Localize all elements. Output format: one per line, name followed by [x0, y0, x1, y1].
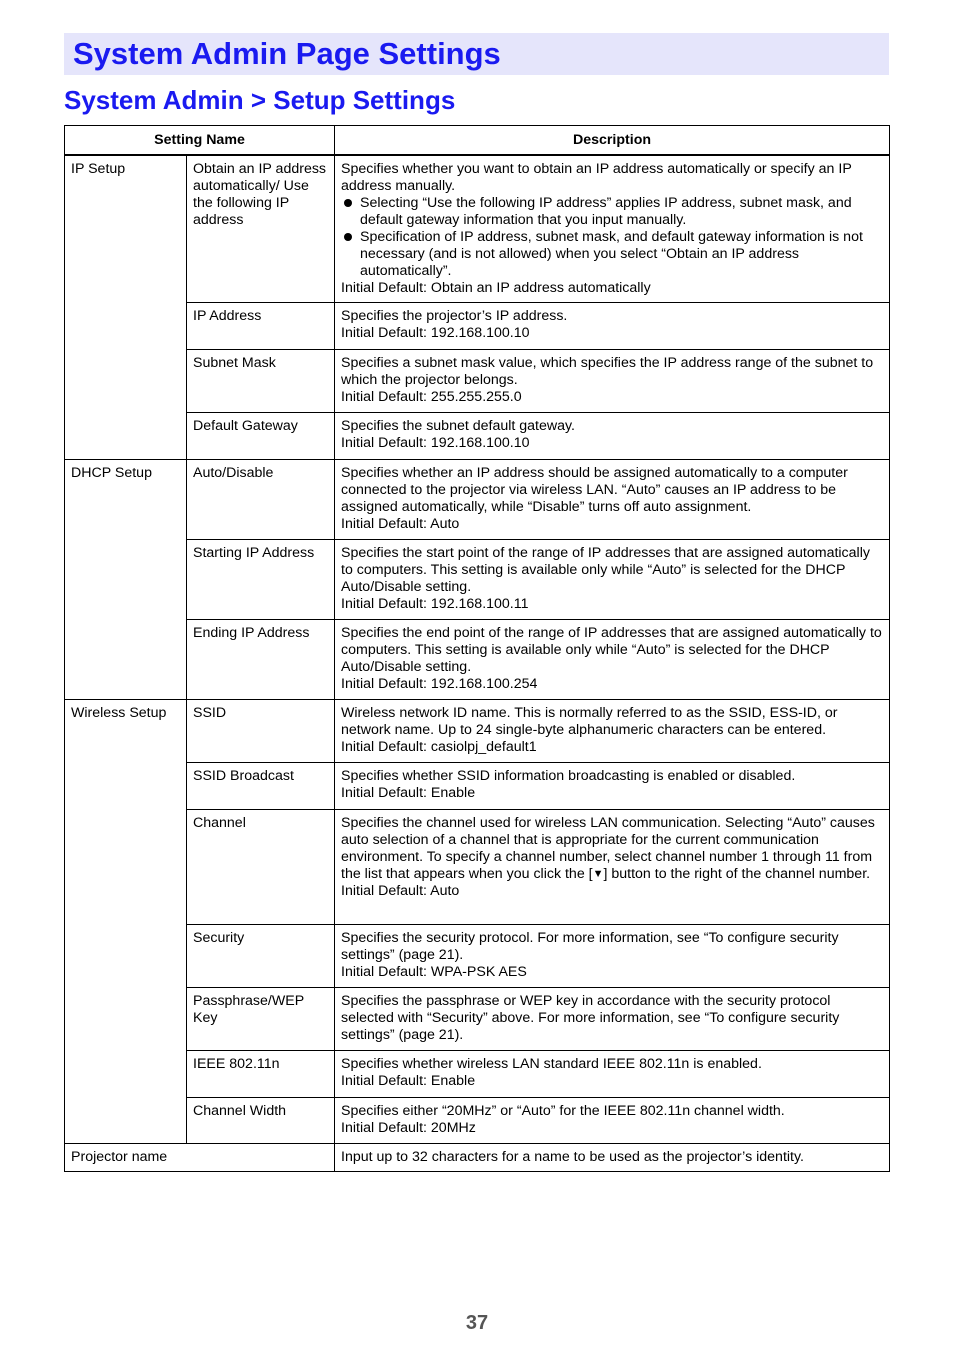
description-text: Specifies the security protocol. For more information, see “To configure security settings” (page 21). [341, 930, 839, 963]
table-row [65, 155, 890, 303]
group-wireless-setup: Wireless Setup [65, 700, 187, 1144]
setting-description [335, 763, 890, 810]
description-text: Specifies either “20MHz” or “Auto” for the IEEE 802.11n channel width. [341, 1103, 785, 1119]
initial-default: Initial Default: 192.168.100.10 [341, 325, 530, 341]
description-text: Specifies whether wireless LAN standard IEEE 802.11n is enabled. [341, 1056, 762, 1072]
initial-default: Initial Default: 192.168.100.10 [341, 435, 530, 451]
setting-name: Channel [187, 810, 335, 925]
table-row [65, 1051, 890, 1098]
header-setting-name: Setting Name [65, 126, 335, 156]
description-text: Wireless network ID name. This is normally referred to as the SSID, ESS-ID, or network name. Up to 24 single-byte alphanumeric characters can be entered. [341, 705, 838, 738]
table-row [65, 540, 890, 620]
page-number: 37 [465, 1312, 489, 1334]
initial-default: Initial Default: 192.168.100.254 [341, 676, 538, 692]
description-text: Specifies whether you want to obtain an IP address automatically or specify an IP address manually. [341, 161, 852, 194]
initial-default: Initial Default: Auto [341, 883, 460, 899]
description-text-part: ] button to the right of the channel number. [603, 866, 871, 882]
setting-name: Ending IP Address [187, 620, 335, 700]
initial-default: Initial Default: Enable [341, 785, 476, 801]
setting-description [335, 620, 890, 700]
setting-description [335, 700, 890, 763]
setting-description [335, 988, 890, 1051]
description-text: Specifies whether an IP address should be assigned automatically to a computer connected to the projector via wireless LAN. “Auto” causes an IP address to be assigned automatically, while “Disable” turns off auto assignment. [341, 465, 848, 515]
initial-default: Initial Default: Auto [341, 516, 460, 532]
setting-name: SSID Broadcast [187, 763, 335, 810]
initial-default: Initial Default: 192.168.100.11 [341, 596, 529, 612]
group-dhcp-setup: DHCP Setup [65, 460, 187, 700]
table-row [65, 413, 890, 460]
group-ip-setup: IP Setup [65, 155, 187, 460]
description-text: Specifies the passphrase or WEP key in accordance with the security protocol selected with “Security” above. For more information, see “To configure security settings” (page 21). [341, 993, 840, 1043]
setting-description [335, 810, 890, 925]
table-row [65, 700, 890, 763]
description-text: Specifies whether SSID information broadcasting is enabled or disabled. [341, 768, 796, 784]
setting-description [335, 460, 890, 540]
settings-table [64, 125, 890, 1172]
table-row [65, 810, 890, 925]
description-text-part: Specifies the channel used for wireless LAN communication. Selecting “Auto” causes auto selection of a channel that is appropriate for the current communication environment. To specify a channel number, select channel number 1 through 11 from the list that appears when you click the [ [341, 815, 875, 882]
setting-name: Projector name [65, 1144, 335, 1172]
description-text: Specifies the projector’s IP address. [341, 308, 568, 324]
setting-description [335, 1098, 890, 1144]
table-header-row [65, 126, 890, 156]
page-title: System Admin Page Settings [73, 36, 501, 71]
initial-default: Initial Default: 255.255.255.0 [341, 389, 522, 405]
setting-name: Auto/Disable [187, 460, 335, 540]
table-row [65, 763, 890, 810]
setting-description [335, 540, 890, 620]
description-text: Specifies the end point of the range of IP addresses that are assigned automatically to computers. This setting is available only while “Auto” is selected for the DHCP Auto/Disable setting. [341, 625, 882, 675]
setting-name: IP Address [187, 303, 335, 350]
initial-default: Initial Default: WPA-PSK AES [341, 964, 527, 980]
description-text: Specifies the subnet default gateway. [341, 418, 575, 434]
setting-name: Obtain an IP address automatically/ Use the following IP address [187, 155, 335, 303]
setting-description [335, 155, 890, 303]
setting-name: Channel Width [187, 1098, 335, 1144]
setting-description [335, 1051, 890, 1098]
setting-name: Subnet Mask [187, 350, 335, 413]
setting-description [335, 1144, 890, 1172]
initial-default: Initial Default: Enable [341, 1073, 476, 1089]
setting-name: Default Gateway [187, 413, 335, 460]
setting-name: IEEE 802.11n [187, 1051, 335, 1098]
description-text: Specifies the start point of the range of IP addresses that are assigned automatically to computers. This setting is available only while “Auto” is selected for the DHCP Auto/Disable setting. [341, 545, 870, 595]
description-text: Specifies a subnet mask value, which specifies the IP address range of the subnet to which the projector belongs. [341, 355, 874, 388]
table-row [65, 1098, 890, 1144]
setting-name: Starting IP Address [187, 540, 335, 620]
table-row [65, 303, 890, 350]
section-title: System Admin > Setup Settings [64, 85, 456, 115]
setting-name: SSID [187, 700, 335, 763]
table-row [65, 350, 890, 413]
setting-name: Passphrase/WEP Key [187, 988, 335, 1051]
table-row [65, 460, 890, 540]
setting-description [335, 925, 890, 988]
table-row [65, 988, 890, 1051]
header-description: Description [335, 126, 890, 156]
description-text [341, 815, 883, 883]
setting-name: Security [187, 925, 335, 988]
table-row [65, 620, 890, 700]
table-row [65, 1144, 890, 1172]
page-title-bar [64, 33, 889, 75]
setting-description [335, 303, 890, 350]
description-text: Input up to 32 characters for a name to be used as the projector’s identity. [341, 1149, 804, 1165]
setting-description [335, 413, 890, 460]
initial-default: Initial Default: Obtain an IP address automatically [341, 280, 651, 296]
initial-default: Initial Default: casiolpj_default1 [341, 739, 537, 755]
down-triangle-icon: ▼ [592, 868, 604, 880]
bullet-item: Specification of IP address, subnet mask, and default gateway information is not necessary (and is not allowed) when you select “Obtain an IP address automatically”. [341, 229, 883, 280]
table-row [65, 925, 890, 988]
setting-description [335, 350, 890, 413]
initial-default: Initial Default: 20MHz [341, 1120, 476, 1136]
bullet-item: Selecting “Use the following IP address” applies IP address, subnet mask, and default gateway information that you input manually. [341, 195, 883, 229]
